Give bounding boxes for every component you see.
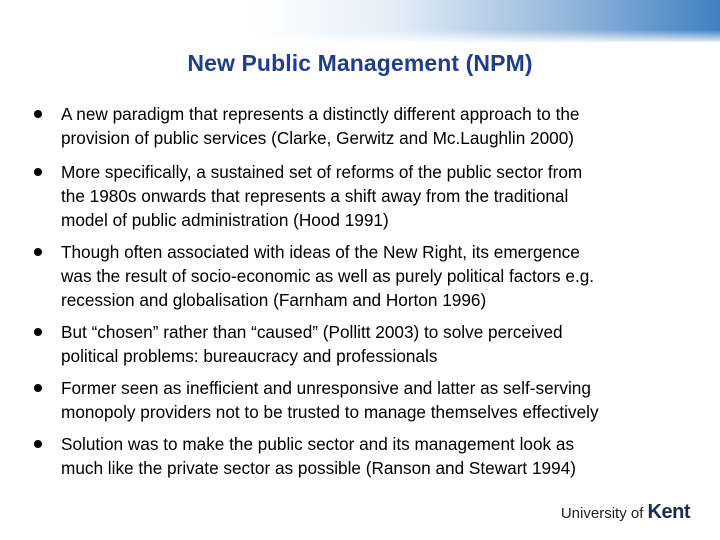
bullet-dot-icon — [34, 110, 42, 118]
bullet-line: Former seen as inefficient and unresponsive and latter as self-serving — [61, 378, 591, 398]
bullet-line: But “chosen” rather than “caused” (Pollitt 2003) to solve perceived — [61, 322, 563, 342]
bullet-dot-icon — [34, 440, 42, 448]
bullet-line: political problems: bureaucracy and professionals — [61, 346, 438, 366]
bullet-line: provision of public services (Clarke, Gerwitz and Mc.Laughlin 2000) — [61, 128, 574, 148]
bullet-line: Solution was to make the public sector and its management look as — [61, 434, 575, 454]
bullet-line: model of public administration (Hood 1991) — [61, 210, 389, 230]
bullet-line: monopoly providers not to be trusted to manage themselves effectively — [61, 402, 599, 422]
bullet-line: was the result of socio-economic as well as purely political factors e.g. — [61, 266, 595, 286]
university-of-kent-logo — [561, 501, 690, 524]
bullet-line: Though often associated with ideas of the New Right, its emergence — [61, 242, 580, 262]
slide-title: New Public Management (NPM) — [187, 50, 533, 76]
logo-prefix: University of — [560, 505, 644, 522]
bullet-dot-icon — [34, 384, 42, 392]
bullet-dot-icon — [34, 328, 42, 336]
bullet-text — [61, 320, 701, 368]
bullet-text — [61, 376, 701, 424]
bullet-line: A new paradigm that represents a distinctly different approach to the — [61, 104, 580, 124]
bullet-text — [61, 102, 701, 150]
bullet-line: More specifically, a sustained set of reforms of the public sector from — [61, 162, 583, 182]
bullet-line: the 1980s onwards that represents a shift away from the traditional — [61, 186, 569, 206]
bullet-text — [61, 160, 701, 232]
bullet-line: much like the private sector as possible (Ranson and Stewart 1994) — [61, 458, 576, 478]
bullet-dot-icon — [34, 168, 42, 176]
bullet-line: recession and globalisation (Farnham and Horton 1996) — [61, 290, 487, 310]
logo-name: Kent — [647, 501, 690, 523]
bullet-text — [61, 432, 701, 480]
bullet-dot-icon — [34, 248, 42, 256]
bullet-text — [61, 240, 701, 312]
